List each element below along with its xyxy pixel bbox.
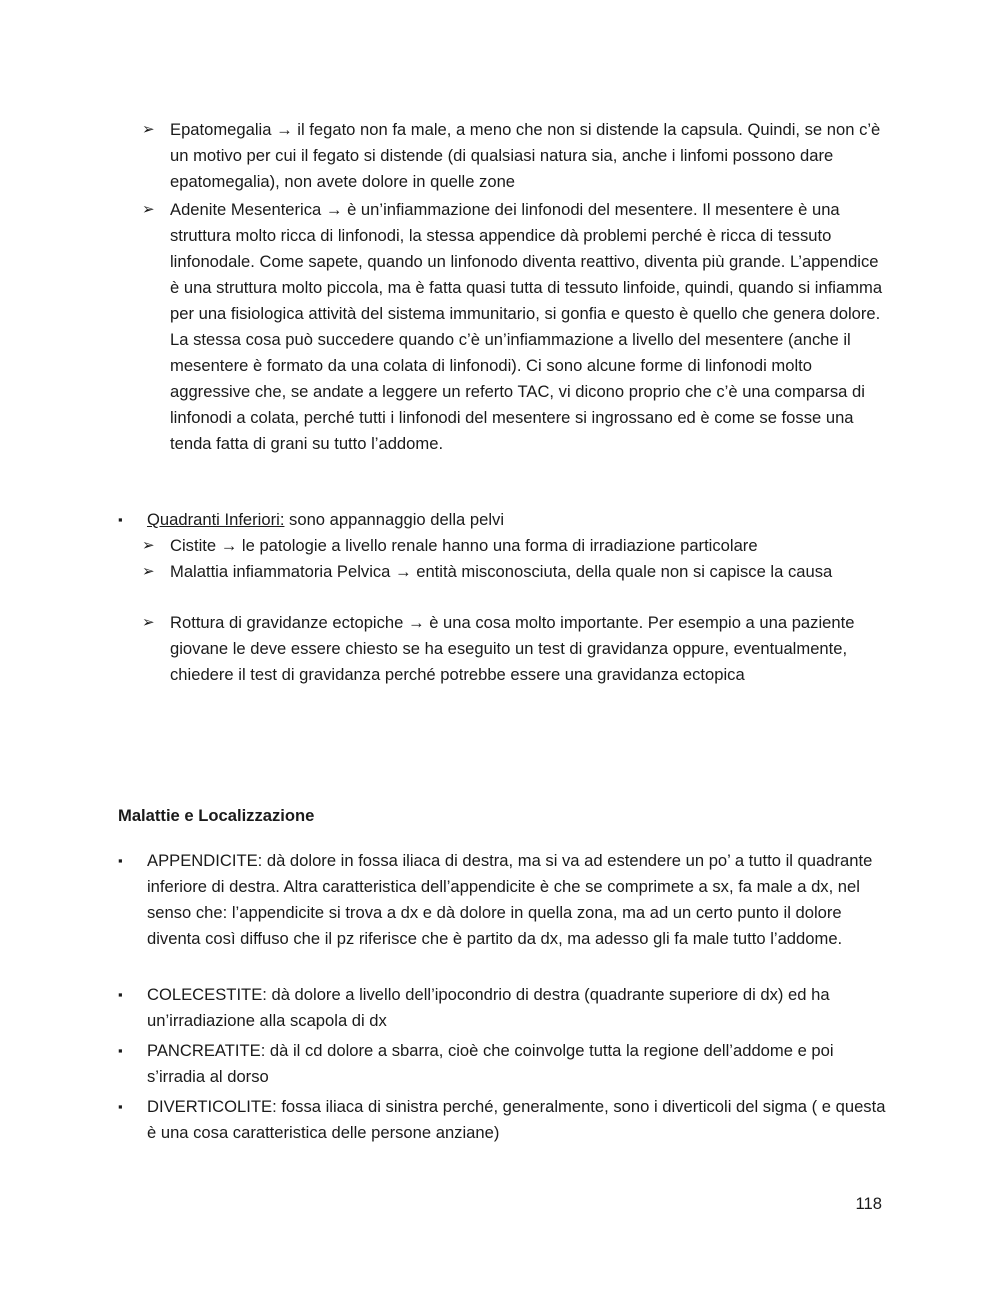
list-item-text: Malattia infiammatoria Pelvica → entità misconosciuta, della quale non si capisce la causa xyxy=(170,562,833,581)
list-item xyxy=(118,982,888,1034)
list-item xyxy=(118,848,888,952)
section-heading: Malattie e Localizzazione xyxy=(118,806,315,825)
list-item xyxy=(142,559,887,585)
list-item-text: PANCREATITE: dà il cd dolore a sbarra, cioè che coinvolge tutta la regione dell’addome e poi s’irradia al dorso xyxy=(147,1041,834,1086)
square-bullet-icon: ▪ xyxy=(118,853,123,868)
list-item-text: Epatomegalia → il fegato non fa male, a meno che non si distende la capsula. Quindi, se non c’è un motivo per cui il fegato si distende (di qualsiasi natura sia, anche i linfomi possono dare epatomegalia), non avete dolore in quelle zone xyxy=(170,120,881,191)
list-item xyxy=(118,1038,888,1090)
arrow-bullet-icon: ➢ xyxy=(142,201,155,218)
square-bullet-icon: ▪ xyxy=(118,512,123,527)
arrow-bullet-icon: ➢ xyxy=(142,121,155,138)
list-item xyxy=(142,610,887,688)
list-item xyxy=(142,117,887,195)
arrow-bullet-icon: ➢ xyxy=(142,614,155,631)
list-item-text: Rottura di gravidanze ectopiche → è una cosa molto importante. Per esempio a una paziente giovane le deve essere chiesto se ha eseguito un test di gravidanza oppure, eventualmente, chiedere il test di gravidanza perché potrebbe essere una gravidanza ectopica xyxy=(170,613,855,684)
arrow-bullet-icon: ➢ xyxy=(142,563,155,580)
list-item xyxy=(142,197,887,457)
list-item xyxy=(142,533,887,559)
list-item-text: Adenite Mesenterica → è un’infiammazione dei linfonodi del mesentere. Il mesentere è una struttura molto ricca di linfonodi, la stessa appendice dà problemi perché è ricca di tessuto linfonodale. Come sapete, quando un linfonodo diventa reattivo, diventa più grande. L’appendice è una struttura molto piccola, ma è fatta quasi tutta di tessuto linfoide, quindi, quando si infiamma per una fisiologica attività del sistema immunitario, si gonfia e questo è quello che genera dolore. La stessa cosa può succedere quando c’è un’infiammazione a livello del mesentere (anche il mesentere è formato da una colata di linfonodi). Ci sono alcune forme di linfonodi molto aggressive che, se andate a leggere un referto TAC, vi dicono proprio che c’è una comparsa di linfonodi a colata, perché tutti i linfonodi del mesentere si ingrossano ed è come se fosse una tenda fatta di grani su tutto l’addome. xyxy=(170,200,883,453)
list-item-quadranti xyxy=(118,507,888,533)
list-item-text: COLECESTITE: dà dolore a livello dell’ipocondrio di destra (quadrante superiore di dx) ed ha un’irradiazione alla scapola di dx xyxy=(147,985,830,1030)
square-bullet-icon: ▪ xyxy=(118,1099,123,1114)
list-item-text: DIVERTICOLITE: fossa iliaca di sinistra perché, generalmente, sono i diverticoli del sigma ( e questa è una cosa caratteristica delle persone anziane) xyxy=(147,1097,886,1142)
square-bullet-icon: ▪ xyxy=(118,987,123,1002)
quadranti-text: sono appannaggio della pelvi xyxy=(284,510,505,529)
list-item xyxy=(118,1094,888,1146)
quadranti-title: Quadranti Inferiori: xyxy=(147,510,285,529)
page-number: 118 xyxy=(855,1194,882,1213)
list-item-text: Cistite → le patologie a livello renale hanno una forma di irradiazione particolare xyxy=(170,536,758,555)
square-bullet-icon: ▪ xyxy=(118,1043,123,1058)
list-item-text: APPENDICITE: dà dolore in fossa iliaca di destra, ma si va ad estendere un po’ a tutto il quadrante inferiore di destra. Altra caratteristica dell’appendicite è che se comprimete a sx, fa male a dx, nel senso che: l’appendicite si trova a dx e dà dolore in quella zona, ma ad un certo punto il dolore diventa così diffuso che il pz riferisce che è partito da dx, ma adesso gli fa male tutto l’addome. xyxy=(147,851,873,948)
arrow-bullet-icon: ➢ xyxy=(142,537,155,554)
